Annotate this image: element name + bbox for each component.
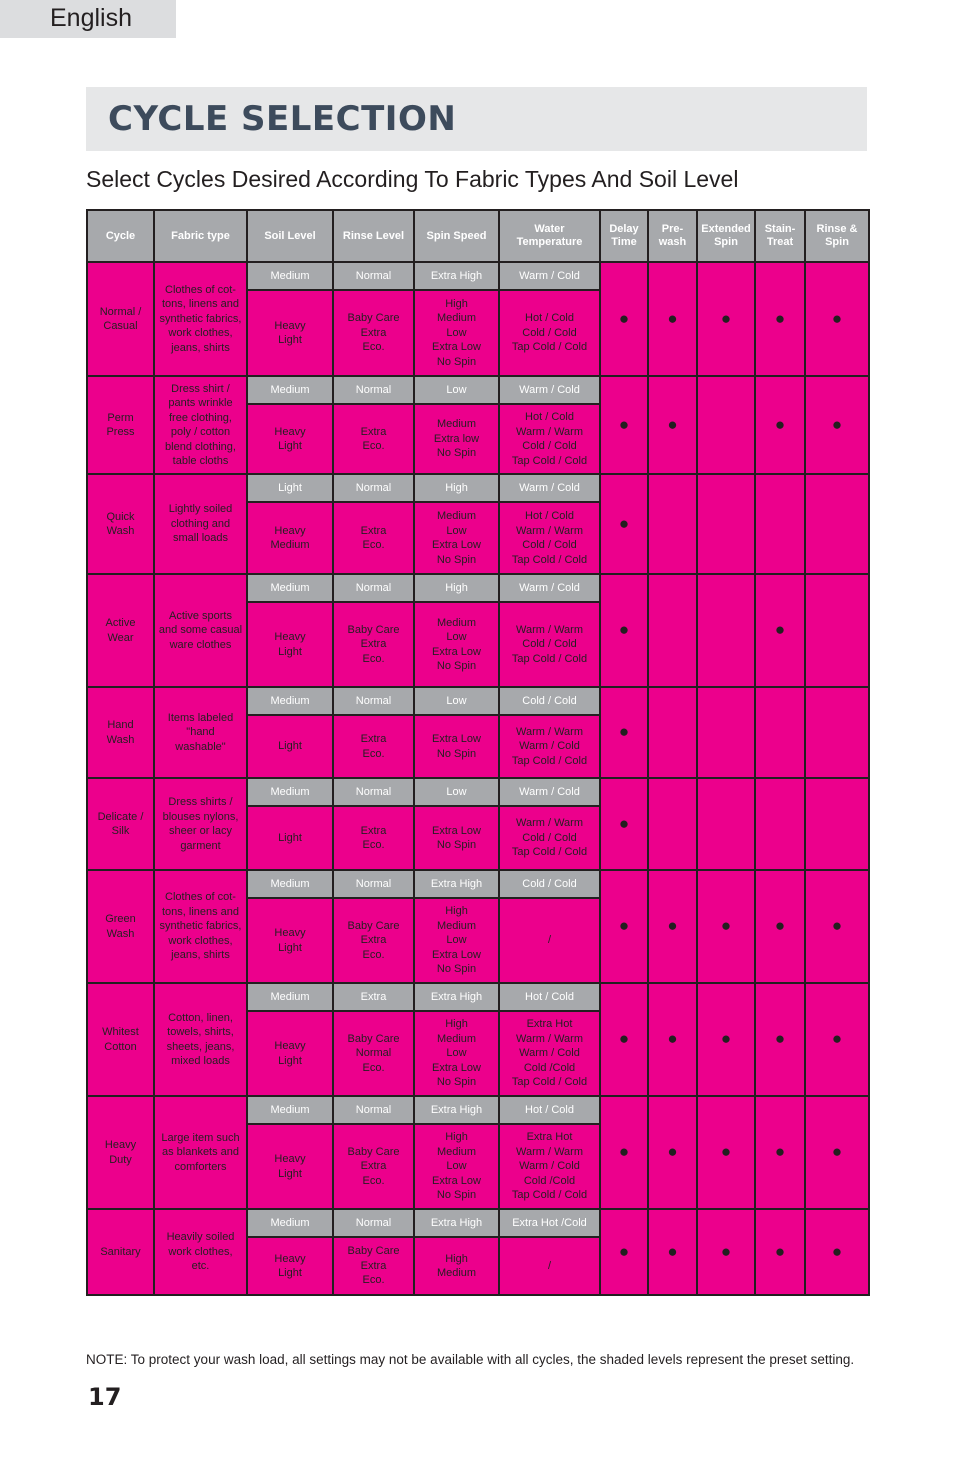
feature-prewash [648,1096,697,1209]
fabric-type: Heavily soiled work clothes, etc. [154,1209,247,1295]
available-dot-icon: ● [720,916,732,936]
header-row [87,210,869,262]
preset-temp: Warm / Cold [499,778,600,806]
fabric-type: Items labeled "hand washable" [154,687,247,778]
feature-prewash [648,870,697,983]
preset-soil: Medium [247,778,333,806]
feature-stain-treat [755,870,805,983]
cycle-name: Quick Wash [87,474,154,574]
preset-spin: Extra High [414,262,499,290]
available-dot-icon: ● [831,916,843,936]
option-temp: Extra Hot Warm / Warm Warm / Cold Cold /Cold Tap Cold / Cold [499,1124,600,1209]
cycle-name: Active Wear [87,574,154,687]
feature-extended-spin [697,1209,755,1295]
preset-rinse: Normal [333,376,414,404]
option-rinse: Extra Eco. [333,502,414,574]
language-label: English [50,4,132,32]
option-temp: Hot / Cold Warm / Warm Cold / Cold Tap Cold / Cold [499,502,600,574]
feature-prewash [648,778,697,870]
feature-rinse-spin [805,262,869,376]
feature-delay-time [600,376,648,474]
option-soil: Heavy Light [247,1237,333,1295]
option-spin: Medium Low Extra Low No Spin [414,602,499,687]
feature-prewash [648,474,697,574]
feature-prewash [648,983,697,1096]
available-dot-icon: ● [720,308,732,328]
option-temp: Hot / Cold Warm / Warm Cold / Cold Tap Cold / Cold [499,404,600,474]
feature-delay-time [600,983,648,1096]
preset-rinse: Normal [333,1096,414,1124]
feature-prewash [648,262,697,376]
preset-soil: Medium [247,687,333,715]
preset-rinse: Normal [333,474,414,502]
cycle-row-preset [87,687,869,715]
cycle-row-preset [87,474,869,502]
option-rinse: Extra Eco. [333,715,414,778]
feature-rinse-spin [805,1096,869,1209]
feature-stain-treat [755,778,805,870]
available-dot-icon: ● [831,1142,843,1162]
available-dot-icon: ● [667,1142,678,1162]
fabric-type: Large item such as blankets and comforters [154,1096,247,1209]
available-dot-icon: ● [618,916,630,936]
feature-delay-time [600,778,648,870]
available-dot-icon: ● [667,916,678,936]
section-title: CYCLE SELECTION [108,99,457,139]
option-soil: Heavy Light [247,404,333,474]
cycle-name: Hand Wash [87,687,154,778]
preset-soil: Medium [247,1096,333,1124]
header-extended-spin: Extended Spin [697,210,755,262]
option-spin: High Medium Low Extra Low No Spin [414,898,499,983]
preset-temp: Cold / Cold [499,870,600,898]
cycle-name: Perm Press [87,376,154,474]
option-rinse: Extra Eco. [333,404,414,474]
feature-rinse-spin [805,778,869,870]
feature-stain-treat [755,376,805,474]
feature-delay-time [600,1096,648,1209]
feature-rinse-spin [805,870,869,983]
page-number: 17 [88,1383,122,1411]
option-rinse: Baby Care Normal Eco. [333,1011,414,1096]
option-rinse: Baby Care Extra Eco. [333,1237,414,1295]
option-spin: Extra Low No Spin [414,715,499,778]
option-rinse: Baby Care Extra Eco. [333,602,414,687]
section-banner [86,87,867,151]
footnote [86,1351,866,1369]
header-rinse-spin: Rinse & Spin [805,210,869,262]
available-dot-icon: ● [618,1142,630,1162]
preset-spin: Low [414,778,499,806]
available-dot-icon: ● [774,620,786,640]
preset-spin: Extra High [414,1209,499,1237]
available-dot-icon: ● [720,1241,732,1261]
preset-temp: Cold / Cold [499,687,600,715]
available-dot-icon: ● [774,1029,786,1049]
available-dot-icon: ● [667,1241,678,1261]
feature-rinse-spin [805,376,869,474]
option-spin: High Medium Low Extra Low No Spin [414,1124,499,1209]
feature-rinse-spin [805,687,869,778]
option-spin: Medium Extra low No Spin [414,404,499,474]
available-dot-icon: ● [618,308,630,328]
preset-spin: Low [414,376,499,404]
header-soil-level: Soil Level [247,210,333,262]
option-rinse: Baby Care Extra Eco. [333,898,414,983]
fabric-type: Lightly soiled clothing and small loads [154,474,247,574]
cycle-row-preset [87,376,869,404]
feature-prewash [648,687,697,778]
preset-soil: Medium [247,262,333,290]
feature-delay-time [600,1209,648,1295]
option-temp: Warm / Warm Warm / Cold Tap Cold / Cold [499,715,600,778]
feature-rinse-spin [805,574,869,687]
preset-soil: Medium [247,983,333,1011]
option-temp: Warm / Warm Cold / Cold Tap Cold / Cold [499,602,600,687]
available-dot-icon: ● [774,308,786,328]
preset-rinse: Normal [333,687,414,715]
available-dot-icon: ● [774,414,786,434]
preset-spin: High [414,474,499,502]
option-temp: / [499,898,600,983]
feature-prewash [648,574,697,687]
feature-delay-time [600,687,648,778]
preset-soil: Light [247,474,333,502]
preset-rinse: Normal [333,262,414,290]
fabric-type: Cotton, linen, towels, shirts, sheets, jeans, mixed loads [154,983,247,1096]
fabric-type: Active sports and some casual ware clothes [154,574,247,687]
cycle-name: Delicate / Silk [87,778,154,870]
available-dot-icon: ● [720,1029,732,1049]
fabric-type: Dress shirt / pants wrinkle free clothing, poly / cotton blend clothing, table cloths [154,376,247,474]
preset-soil: Medium [247,870,333,898]
feature-stain-treat [755,1209,805,1295]
feature-rinse-spin [805,474,869,574]
feature-stain-treat [755,1096,805,1209]
option-spin: Medium Low Extra Low No Spin [414,502,499,574]
fabric-type: Dress shirts / blouses nylons, sheer or lacy garment [154,778,247,870]
header-prewash: Pre- wash [648,210,697,262]
cycle-name: Sanitary [87,1209,154,1295]
preset-rinse: Normal [333,778,414,806]
preset-temp: Warm / Cold [499,376,600,404]
available-dot-icon: ● [774,1142,786,1162]
preset-spin: Extra High [414,870,499,898]
fabric-type: Clothes of cot- tons, linens and synthetic fabrics, work clothes, jeans, shirts [154,262,247,376]
cycle-row-preset [87,983,869,1011]
header-rinse-level: Rinse Level [333,210,414,262]
language-tab [0,0,176,38]
feature-extended-spin [697,262,755,376]
option-spin: High Medium Low Extra Low No Spin [414,290,499,376]
option-spin: High Medium Low Extra Low No Spin [414,1011,499,1096]
option-soil: Light [247,806,333,870]
feature-extended-spin [697,687,755,778]
cycle-row-preset [87,262,869,290]
cycle-row-preset [87,778,869,806]
cycle-row-preset [87,574,869,602]
option-rinse: Baby Care Extra Eco. [333,290,414,376]
preset-rinse: Extra [333,983,414,1011]
preset-spin: Low [414,687,499,715]
feature-stain-treat [755,687,805,778]
option-soil: Heavy Light [247,898,333,983]
option-soil: Heavy Medium [247,502,333,574]
preset-spin: High [414,574,499,602]
header-delay-time: Delay Time [600,210,648,262]
feature-delay-time [600,262,648,376]
preset-temp: Hot / Cold [499,1096,600,1124]
preset-soil: Medium [247,1209,333,1237]
preset-temp: Warm / Cold [499,474,600,502]
feature-extended-spin [697,574,755,687]
available-dot-icon: ● [618,1241,630,1261]
header-fabric-type: Fabric type [154,210,247,262]
cycle-row-preset [87,1209,869,1237]
option-soil: Light [247,715,333,778]
feature-stain-treat [755,983,805,1096]
option-soil: Heavy Light [247,602,333,687]
option-soil: Heavy Light [247,290,333,376]
preset-temp: Warm / Cold [499,262,600,290]
option-soil: Heavy Light [247,1124,333,1209]
feature-extended-spin [697,474,755,574]
option-soil: Heavy Light [247,1011,333,1096]
feature-extended-spin [697,376,755,474]
preset-spin: Extra High [414,1096,499,1124]
cycle-name: Normal / Casual [87,262,154,376]
option-temp: Warm / Warm Cold / Cold Tap Cold / Cold [499,806,600,870]
available-dot-icon: ● [618,813,630,833]
option-spin: High Medium [414,1237,499,1295]
feature-extended-spin [697,870,755,983]
header-cycle: Cycle [87,210,154,262]
note-prefix: NOTE: [86,1352,128,1367]
preset-rinse: Normal [333,870,414,898]
feature-extended-spin [697,778,755,870]
available-dot-icon: ● [618,722,630,742]
preset-spin: Extra High [414,983,499,1011]
preset-rinse: Normal [333,574,414,602]
header-water-temperature: Water Temperature [499,210,600,262]
available-dot-icon: ● [831,1241,843,1261]
feature-delay-time [600,870,648,983]
preset-soil: Medium [247,574,333,602]
preset-rinse: Normal [333,1209,414,1237]
available-dot-icon: ● [831,414,843,434]
preset-soil: Medium [247,376,333,404]
feature-prewash [648,376,697,474]
feature-extended-spin [697,983,755,1096]
option-temp: Hot / Cold Cold / Cold Tap Cold / Cold [499,290,600,376]
option-spin: Extra Low No Spin [414,806,499,870]
page-subtitle: Select Cycles Desired According To Fabric Types And Soil Level [86,166,739,192]
feature-delay-time [600,574,648,687]
header-spin-speed: Spin Speed [414,210,499,262]
available-dot-icon: ● [667,414,678,434]
cycle-selection-table [86,209,870,1296]
fabric-type: Clothes of cot- tons, linens and synthetic fabrics, work clothes, jeans, shirts [154,870,247,983]
header-stain-treat: Stain- Treat [755,210,805,262]
option-rinse: Extra Eco. [333,806,414,870]
preset-temp: Extra Hot /Cold [499,1209,600,1237]
cycle-row-preset [87,1096,869,1124]
available-dot-icon: ● [720,1142,732,1162]
available-dot-icon: ● [618,513,630,533]
available-dot-icon: ● [618,1029,630,1049]
cycle-name: Whitest Cotton [87,983,154,1096]
feature-extended-spin [697,1096,755,1209]
cycle-name: Heavy Duty [87,1096,154,1209]
available-dot-icon: ● [774,1241,786,1261]
cycle-name: Green Wash [87,870,154,983]
feature-rinse-spin [805,983,869,1096]
available-dot-icon: ● [774,916,786,936]
preset-temp: Hot / Cold [499,983,600,1011]
option-temp: / [499,1237,600,1295]
feature-stain-treat [755,474,805,574]
feature-prewash [648,1209,697,1295]
option-rinse: Baby Care Extra Eco. [333,1124,414,1209]
feature-stain-treat [755,574,805,687]
available-dot-icon: ● [667,1029,678,1049]
available-dot-icon: ● [831,1029,843,1049]
feature-stain-treat [755,262,805,376]
available-dot-icon: ● [618,414,630,434]
available-dot-icon: ● [831,308,843,328]
available-dot-icon: ● [667,308,678,328]
feature-delay-time [600,474,648,574]
cycle-row-preset [87,870,869,898]
option-temp: Extra Hot Warm / Warm Warm / Cold Cold /Cold Tap Cold / Cold [499,1011,600,1096]
feature-rinse-spin [805,1209,869,1295]
note-text: To protect your wash load, all settings may not be available with all cycles, the shaded levels represent the preset setting. [130,1352,855,1367]
preset-temp: Warm / Cold [499,574,600,602]
available-dot-icon: ● [618,620,630,640]
